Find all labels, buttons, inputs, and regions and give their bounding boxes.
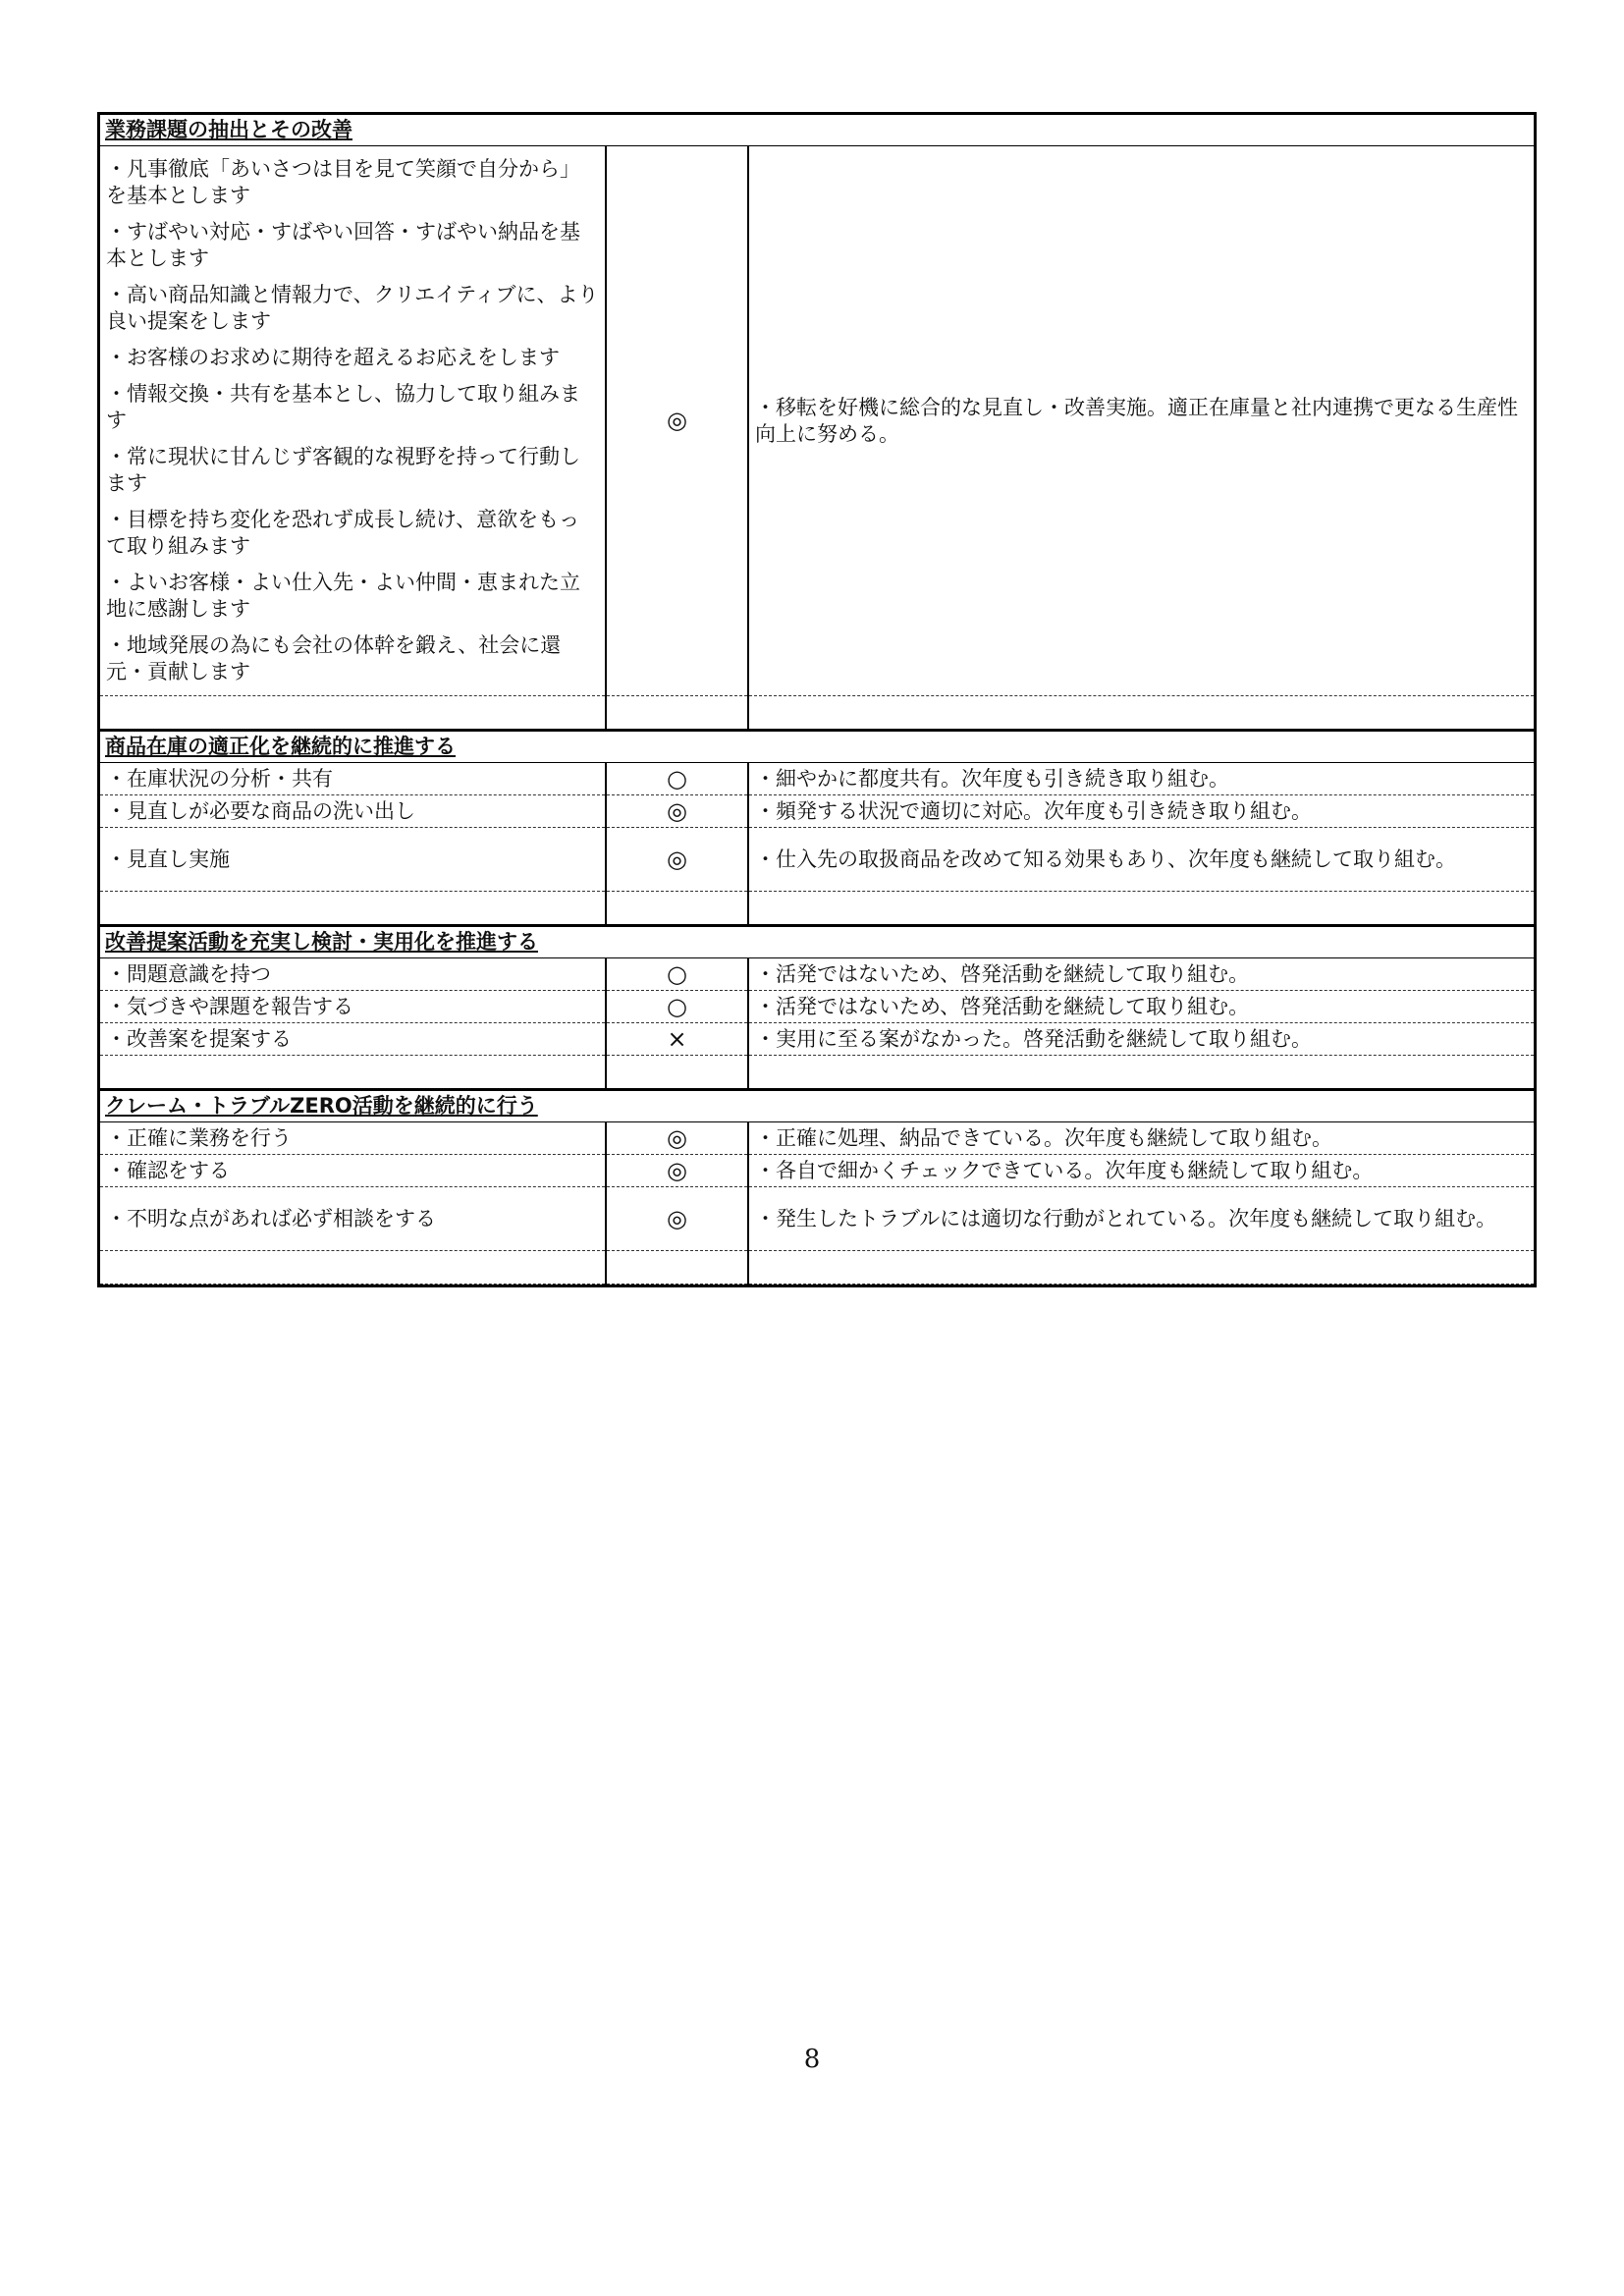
item-cell: ・不明な点があれば必ず相談をする <box>100 1187 606 1251</box>
policy-item: ・常に現状に甘んじず客観的な視野を持って行動します <box>106 445 580 495</box>
evaluation-comment: ・正確に処理、納品できている。次年度も継続して取り組む。 <box>748 1122 1534 1155</box>
item-cell: ・見直しが必要な商品の洗い出し <box>100 795 606 828</box>
section-header <box>100 926 1534 958</box>
evaluation-mark: ◎ <box>606 1187 748 1251</box>
evaluation-mark: ◎ <box>606 828 748 892</box>
section-title: 商品在庫の適正化を継続的に推進する <box>100 731 1534 763</box>
section-header <box>100 1090 1534 1122</box>
section-title: クレーム・トラブルZERO活動を継続的に行う <box>100 1090 1534 1122</box>
evaluation-mark: ○ <box>606 991 748 1023</box>
policy-item: ・お客様のお求めに期待を超えるお応えをします <box>106 346 560 369</box>
item-cell: ・正確に業務を行う <box>100 1122 606 1155</box>
table-row <box>100 958 1534 991</box>
section-header <box>100 115 1534 146</box>
evaluation-mark: ◎ <box>606 1155 748 1187</box>
policy-item: ・情報交換・共有を基本とし、協力して取り組みます <box>106 382 580 432</box>
policy-item: ・高い商品知識と情報力で、クリエイティブに、より良い提案をします <box>106 283 599 333</box>
item-cell: ・在庫状況の分析・共有 <box>100 763 606 795</box>
page-number: 8 <box>803 2045 821 2074</box>
section-title: 業務課題の抽出とその改善 <box>100 115 1534 146</box>
evaluation-comment: ・発生したトラブルには適切な行動がとれている。次年度も継続して取り組む。 <box>748 1187 1534 1251</box>
item-cell: ・問題意識を持つ <box>100 958 606 991</box>
section-title: 改善提案活動を充実し検討・実用化を推進する <box>100 926 1534 958</box>
evaluation-comment: ・各自で細かくチェックできている。次年度も継続して取り組む。 <box>748 1155 1534 1187</box>
table-row <box>100 1155 1534 1187</box>
policy-item: ・目標を持ち変化を恐れず成長し続け、意欲をもって取り組みます <box>106 508 580 558</box>
table-row <box>100 763 1534 795</box>
policy-item: ・地域発展の為にも会社の体幹を鍛え、社会に還元・貢献します <box>106 633 562 683</box>
section-header <box>100 731 1534 763</box>
item-cell: ・気づきや課題を報告する <box>100 991 606 1023</box>
table-row <box>100 795 1534 828</box>
evaluation-comment: ・活発ではないため、啓発活動を継続して取り組む。 <box>748 991 1534 1023</box>
blank-row <box>100 1251 1534 1285</box>
table-row <box>100 828 1534 892</box>
table-row <box>100 991 1534 1023</box>
evaluation-mark: ○ <box>606 958 748 991</box>
item-cell: ・見直し実施 <box>100 828 606 892</box>
blank-row <box>100 892 1534 926</box>
policy-item: ・すばやい対応・すばやい回答・すばやい納品を基本とします <box>106 220 580 270</box>
evaluation-comment: ・移転を好機に総合的な見直し・改善実施。適正在庫量と社内連携で更なる生産性向上に努める。 <box>748 146 1534 696</box>
evaluation-comment: ・細やかに都度共有。次年度も引き続き取り組む。 <box>748 763 1534 795</box>
evaluation-mark: ◎ <box>606 1122 748 1155</box>
table-row <box>100 146 1534 696</box>
evaluation-mark: ◎ <box>606 146 748 696</box>
table-row <box>100 1122 1534 1155</box>
evaluation-table <box>97 112 1537 1287</box>
blank-row <box>100 696 1534 731</box>
policy-item: ・凡事徹底「あいさつは目を見て笑顔で自分から」を基本とします <box>106 157 580 207</box>
evaluation-mark: ○ <box>606 763 748 795</box>
evaluation-mark: ◎ <box>606 795 748 828</box>
table-row <box>100 1023 1534 1056</box>
table-row <box>100 1187 1534 1251</box>
policy-list <box>100 146 606 696</box>
evaluation-comment: ・活発ではないため、啓発活動を継続して取り組む。 <box>748 958 1534 991</box>
item-cell: ・改善案を提案する <box>100 1023 606 1056</box>
evaluation-comment: ・仕入先の取扱商品を改めて知る効果もあり、次年度も継続して取り組む。 <box>748 828 1534 892</box>
evaluation-comment: ・実用に至る案がなかった。啓発活動を継続して取り組む。 <box>748 1023 1534 1056</box>
evaluation-mark: × <box>606 1023 748 1056</box>
evaluation-comment: ・頻発する状況で適切に対応。次年度も引き続き取り組む。 <box>748 795 1534 828</box>
item-cell: ・確認をする <box>100 1155 606 1187</box>
policy-item: ・よいお客様・よい仕入先・よい仲間・恵まれた立地に感謝します <box>106 571 580 621</box>
blank-row <box>100 1056 1534 1090</box>
